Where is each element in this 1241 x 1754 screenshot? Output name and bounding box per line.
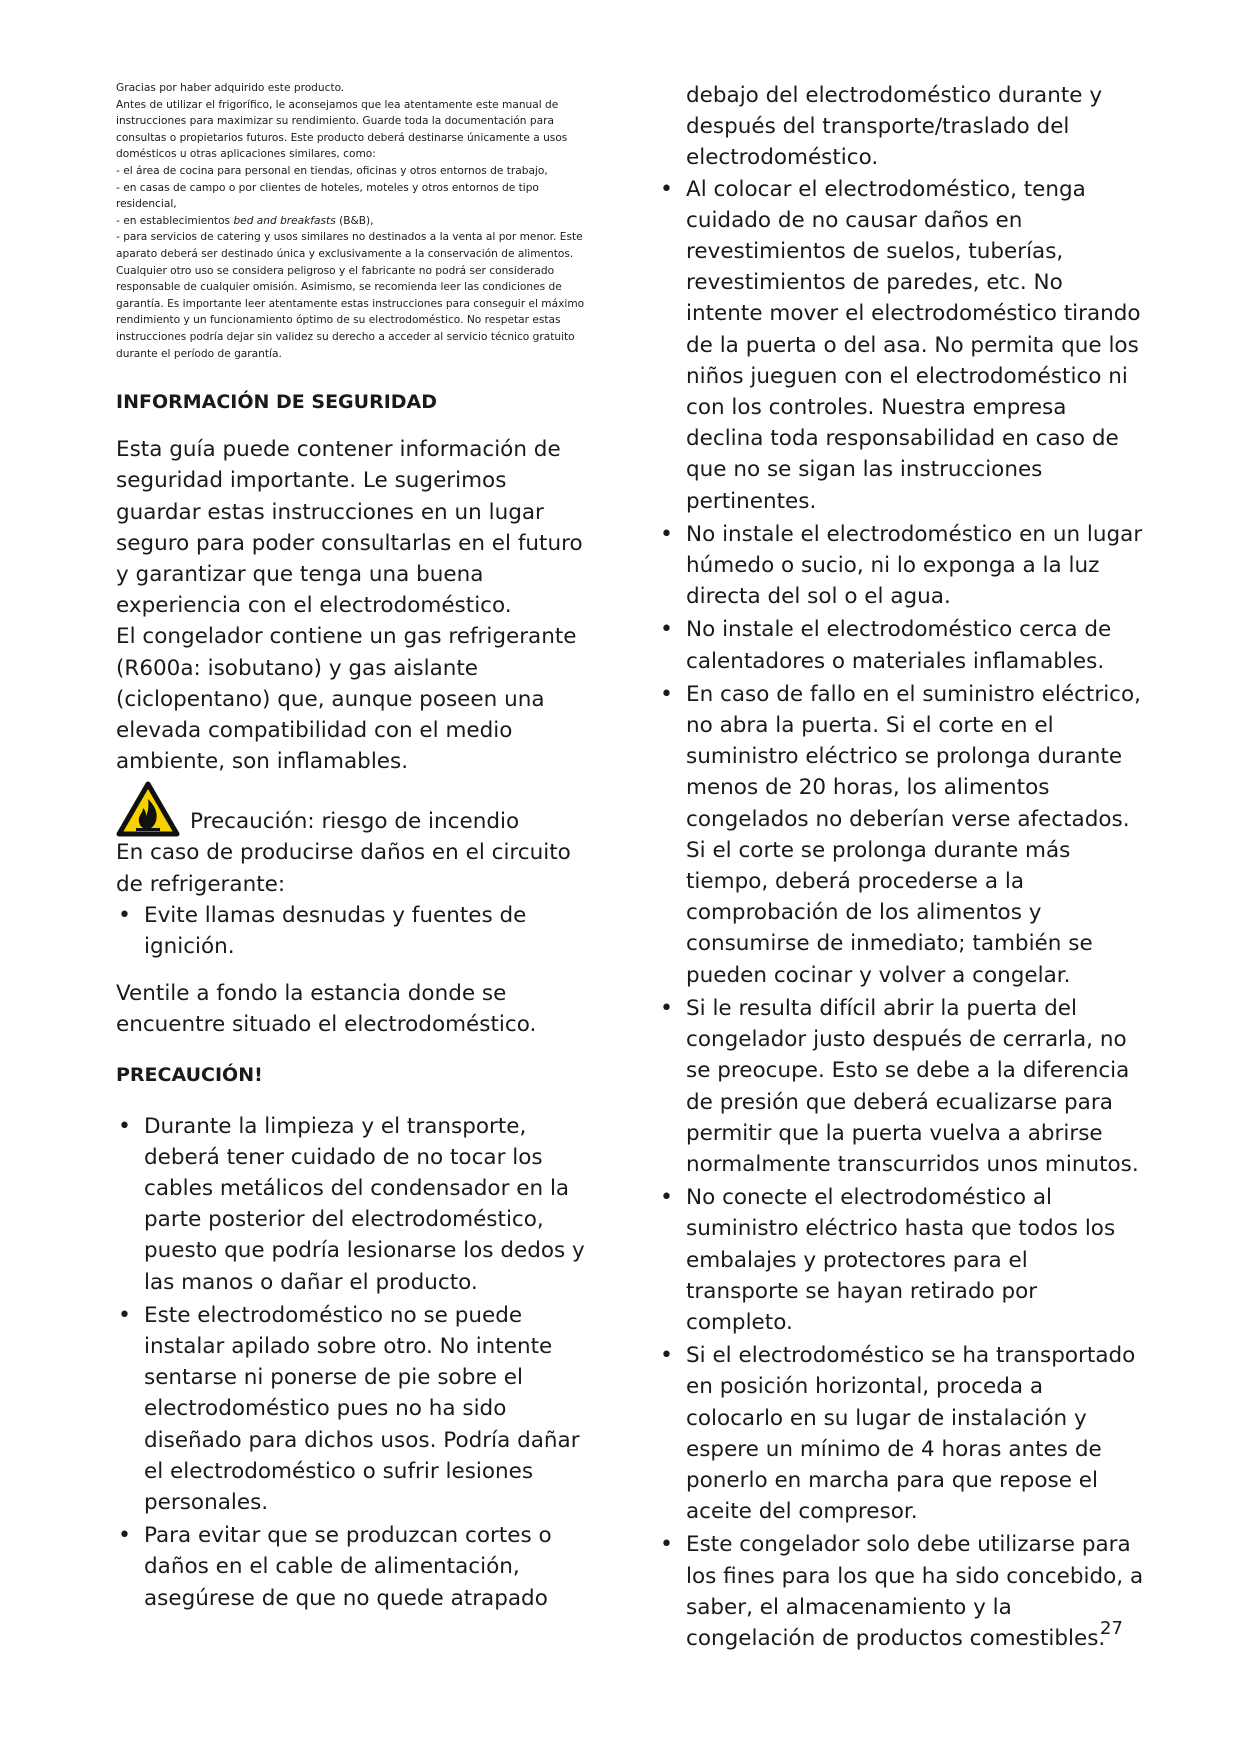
safety-heading: INFORMACIÓN DE SEGURIDAD	[116, 391, 438, 414]
caution-heading: PRECAUCIÓN!	[116, 1063, 263, 1086]
intro-text	[116, 80, 586, 362]
list-item: • Durante la limpieza y el transporte, deberá tener cuidado de no tocar los cables metálicos del condensador en la parte posterior del electrodoméstico, puesto que podría lesionarse los dedos y las manos o dañar el producto.	[116, 1111, 586, 1298]
page-number: 27	[1100, 1618, 1123, 1639]
left-column	[116, 80, 586, 1616]
list-item: • Si le resulta difícil abrir la puerta del congelador justo después de cerrarla, no se preocupe. Esto se debe a la diferencia de presión que deberá ecualizarse para permitir que la puerta vuelva a abrirse normalmente transcurridos unos minutos.	[658, 993, 1144, 1180]
list-item: • Si el electrodoméstico se ha transportado en posición horizontal, proceda a colocarlo en su lugar de instalación y espere un mínimo de 4 horas antes de ponerlo en marcha para que repose el aceite del compresor.	[658, 1340, 1144, 1527]
damage-text: En caso de producirse daños en el circuito de refrigerante:	[116, 840, 571, 897]
intro-line: - el área de cocina para personal en tiendas, oficinas y otros entornos de trabajo,	[116, 164, 548, 177]
safety-paragraph: Esta guía puede contener información de seguridad importante. Le sugerimos guardar estas instrucciones en un lugar seguro para poder consultarlas en el futuro y garantizar que tenga una buena experiencia con el electrodoméstico.	[116, 437, 583, 619]
flammable-warning-icon	[116, 781, 180, 837]
ventilate-text: Ventile a fondo la estancia donde se encuentre situado el electrodoméstico.	[116, 981, 537, 1038]
list-item: • No instale el electrodoméstico en un lugar húmedo o sucio, ni lo exponga a la luz directa del sol o el agua.	[658, 519, 1144, 613]
list-item: • Para evitar que se produzcan cortes o daños en el cable de alimentación, asegúrese de que no quede atrapado	[116, 1520, 586, 1614]
fire-warning-text: Precaución: riesgo de incendio	[190, 809, 520, 835]
list-item: • No instale el electrodoméstico cerca de calentadores o materiales inflamables.	[658, 614, 1144, 676]
right-column	[658, 80, 1144, 1656]
fire-warning	[116, 781, 586, 837]
intro-line: Antes de utilizar el frigorífico, le aconsejamos que lea atentamente este manual de instrucciones para maximizar su rendimiento. Guarde toda la documentación para consultas o propietarios futuros. Este producto deberá destinarse únicamente a usos domésticos u otras aplicaciones similares, como:	[116, 98, 568, 161]
intro-line: Gracias por haber adquirido este producto.	[116, 82, 345, 94]
intro-line: - en establecimientos bed and breakfasts (B&B),	[116, 214, 374, 227]
damage-list	[116, 900, 586, 962]
safety-list	[658, 174, 1144, 1655]
list-item: • En caso de fallo en el suministro eléctrico, no abra la puerta. Si el corte en el suministro eléctrico se prolonga durante menos de 20 horas, los alimentos congelados no deberían verse afectados. Si el corte se prolonga durante más tiempo, deberá procederse a la comprobación de los alimentos y consumirse de inmediato; también se pueden cocinar y volver a congelar.	[658, 679, 1144, 991]
safety-body	[116, 434, 586, 1040]
continued-text: debajo del electrodoméstico durante y después del transporte/traslado del electrodoméstico.	[686, 83, 1103, 171]
list-item: • No conecte el electrodoméstico al suministro eléctrico hasta que todos los embalajes y protectores para el transporte se hayan retirado por completo.	[658, 1182, 1144, 1338]
caution-list	[116, 1111, 586, 1614]
list-item: • Al colocar el electrodoméstico, tenga cuidado de no causar daños en revestimientos de suelos, tuberías, revestimientos de paredes, etc. No intente mover el electrodoméstico tirando de la puerta o del asa. No permita que los niños jueguen con el electrodoméstico ni con los controles. Nuestra empresa declina toda responsabilidad en caso de que no se sigan las instrucciones pertinentes.	[658, 174, 1144, 517]
safety-paragraph: El congelador contiene un gas refrigerante (R600a: isobutano) y gas aislante (ciclopentano) que, aunque poseen una elevada compatibilidad con el medio ambiente, son inflamables.	[116, 624, 577, 775]
list-item: • Evite llamas desnudas y fuentes de ignición.	[116, 900, 586, 962]
list-item: • Este congelador solo debe utilizarse para los fines para los que ha sido concebido, a saber, el almacenamiento y la congelación de productos comestibles.	[658, 1529, 1144, 1654]
intro-line: - en casas de campo o por clientes de hoteles, moteles y otros entornos de tipo residencial,	[116, 181, 539, 211]
list-item: • Este electrodoméstico no se puede instalar apilado sobre otro. No intente sentarse ni ponerse de pie sobre el electrodoméstico pues no ha sido diseñado para dichos usos. Podría dañar el electrodoméstico o sufrir lesiones personales.	[116, 1300, 586, 1518]
intro-line: - para servicios de catering y usos similares no destinados a la venta al por menor. Este aparato deberá ser destinado única y exclusivamente a la conservación de alimentos. Cualquier otro uso se considera peligroso y el fabricante no podrá ser considerado responsable de cualquier omisión. Asimismo, se recomienda leer las condiciones de garantía. Es importante leer atentamente estas instrucciones para conseguir el máximo rendimiento y un funcionamiento óptimo de su electrodoméstico. No respetar estas instrucciones podría dejar sin validez su derecho a acceder al servicio técnico gratuito durante el período de garantía.	[116, 231, 585, 360]
